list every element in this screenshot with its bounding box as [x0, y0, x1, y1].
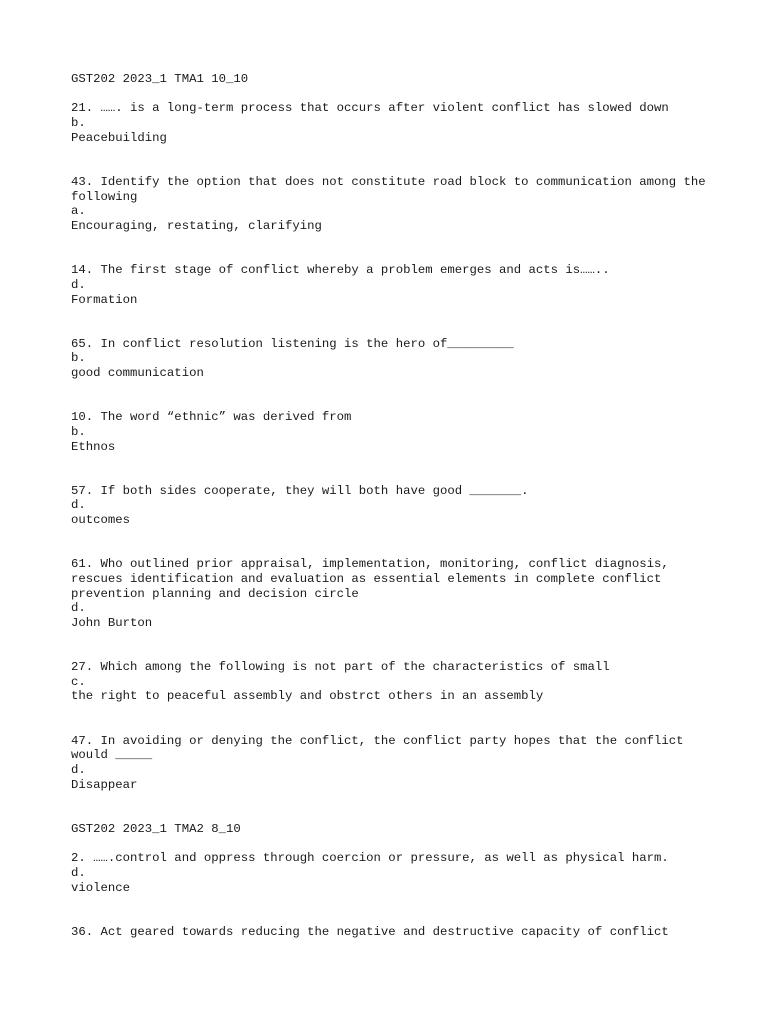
question-item: [71, 660, 711, 704]
answer-option-letter: b.: [71, 424, 86, 439]
question-item: [71, 734, 711, 793]
question-item: [71, 263, 711, 307]
section-title: GST202 2023_1 TMA1 10_10: [71, 72, 249, 86]
answer-text: John Burton: [71, 615, 153, 630]
question-text: 57. If both sides cooperate, they will both have good _______.: [71, 483, 529, 498]
answer-text: Ethnos: [71, 439, 116, 454]
question-text: 2. …….control and oppress through coercion or pressure, as well as physical harm.: [71, 851, 669, 866]
answer-option-letter: d.: [71, 277, 86, 292]
answer-text: violence: [71, 880, 131, 895]
answer-text: the right to peaceful assembly and obstrct others in an assembly: [71, 689, 544, 704]
section-tma1: [71, 72, 714, 792]
answer-option-letter: a.: [71, 204, 86, 219]
question-text: 10. The word “ethnic” was derived from: [71, 410, 352, 425]
answer-option-letter: d.: [71, 865, 86, 880]
question-item: [71, 101, 711, 145]
answer-option-letter: b.: [71, 351, 86, 366]
answer-text: outcomes: [71, 513, 131, 527]
question-text: 14. The first stage of conflict whereby a problem emerges and acts is……..: [71, 263, 610, 278]
answer-text: Formation: [71, 292, 138, 307]
question-item: [71, 337, 711, 381]
question-text: 36. Act geared towards reducing the negative and destructive capacity of conflict: [71, 924, 669, 939]
section-tma2: [71, 822, 711, 940]
document-page: [71, 72, 714, 969]
question-item: [71, 174, 714, 234]
answer-option-letter: d.: [71, 498, 86, 513]
question-item: [71, 851, 711, 895]
answer-text: Disappear: [71, 777, 138, 792]
answer-option-letter: b.: [71, 116, 86, 131]
question-item: [71, 925, 711, 940]
answer-text: Peacebuilding: [71, 130, 167, 145]
answer-text: Encouraging, restating, clarifying: [71, 219, 322, 233]
answer-option-letter: c.: [71, 674, 86, 689]
question-text: 61. Who outlined prior appraisal, implementation, monitoring, conflict diagnosis, rescues identification and evaluation as essential elements in complete conflict prevention planning and decision circle: [71, 557, 677, 601]
question-item: [71, 410, 711, 454]
question-text: 65. In conflict resolution listening is the hero of_________: [71, 336, 514, 351]
answer-text: good communication: [71, 366, 204, 380]
answer-option-letter: d.: [71, 601, 86, 616]
answer-option-letter: d.: [71, 762, 86, 777]
question-text: 47. In avoiding or denying the conflict, the conflict party hopes that the conflict would _____: [71, 733, 691, 763]
question-text: 21. ……. is a long-term process that occurs after violent conflict has slowed down: [71, 101, 669, 116]
question-item: [71, 557, 711, 631]
question-text: 27. Which among the following is not part of the characteristics of small: [71, 660, 610, 674]
question-text: 43. Identify the option that does not constitute road block to communication among the following: [71, 174, 714, 204]
section-title: GST202 2023_1 TMA2 8_10: [71, 821, 241, 836]
question-item: [71, 484, 711, 528]
